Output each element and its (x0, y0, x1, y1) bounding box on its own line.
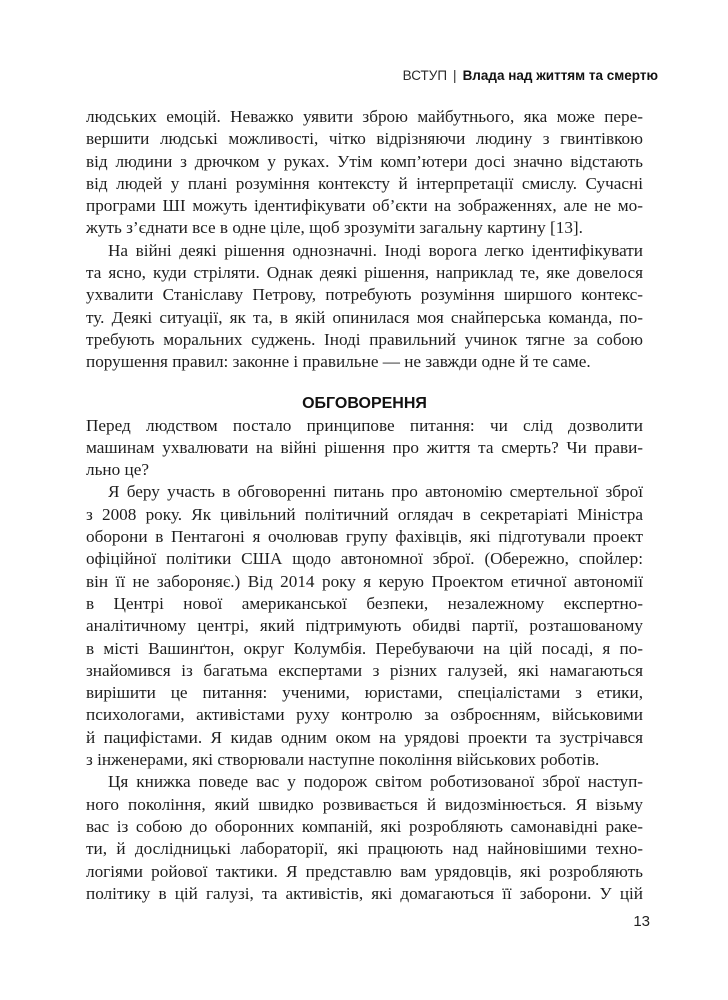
text-line: офіційної політики США щодо автономної зброї. (Обережно, спойлер: (86, 549, 643, 569)
header-section: ВСТУП (402, 68, 448, 83)
text-line: Перед людством постало принципове питання: чи слід дозволити (86, 415, 643, 435)
text-line: політику в цій галузі, та активістів, які домагаються її заборони. У цій (86, 883, 643, 903)
text-line: оборони в Пентагоні я очолював групу фахівців, які підготували проект (86, 527, 643, 547)
text-line: програми ШІ можуть ідентифікувати об’єкти на зображеннях, але не мо- (86, 196, 643, 216)
text-line: людських емоцій. Неважко уявити зброю майбутнього, яка може пере- (86, 107, 643, 126)
text-line: з інженерами, які створювали наступне покоління військових роботів. (86, 750, 600, 770)
text-line: машинам ухвалювати на війні рішення про життя та смерть? Чи прави- (86, 437, 643, 457)
text-line: ного покоління, який швидко розвивається й видозмінюється. Я візьму (86, 794, 643, 814)
text-line: Ця книжка поведе вас у подорож світом роботизованої зброї наступ- (108, 772, 643, 792)
text-line: ти, й дослідницькі лабораторії, які працюють над найновішими техно- (86, 839, 643, 859)
text-line: На війні деякі рішення однозначні. Іноді ворога легко ідентифікувати (108, 240, 643, 260)
text-line: аналітичному центрі, який підтримують обидві партії, розташованому (86, 616, 643, 636)
paragraph (86, 771, 643, 905)
text-line: в місті Вашинґтон, округ Колумбія. Перебуваючи на цій посаді, я по- (86, 638, 643, 658)
text-line: вершити людські можливості, чітко відрізняючи людину з гвинтівкою (86, 129, 643, 149)
text-line: знайомився із багатьма експертами з різних галузей, які намагаються (86, 660, 643, 680)
text-line: логіями ройової тактики. Я представлю вам урядовців, які розробляють (86, 861, 643, 881)
header-separator: | (453, 68, 457, 83)
text-line: та ясно, куди стріляти. Однак деякі рішення, наприклад те, яке довелося (86, 263, 643, 283)
paragraph (86, 240, 643, 374)
text-line: від людини з дрючком у руках. Утім комп’ютери досі значно відстають (86, 151, 643, 171)
paragraph (86, 106, 643, 240)
text-line: требують моральних суджень. Іноді правильний учинок тягне за собою (86, 329, 643, 349)
page-number: 13 (633, 913, 650, 930)
running-header (403, 68, 658, 83)
text-line: вирішити це питання: ученими, юристами, спеціалістами з етики, (86, 683, 643, 703)
text-line: з 2008 року. Як цивільний політичний оглядач в секретаріаті Міністра (86, 504, 643, 524)
page-body (86, 106, 643, 905)
paragraph (86, 415, 643, 482)
text-line: він її не забороняє.) Від 2014 року я керую Проектом етичної автономії (86, 571, 643, 591)
text-line: вас із собою до оборонних компаній, які розробляють самонавідні раке- (86, 816, 643, 836)
text-line: жуть з’єднати все в одне ціле, щоб зрозуміти загальну картину [13]. (86, 218, 583, 238)
text-line: ту. Деякі ситуації, як та, в якій опинилася моя снайперська команда, по- (86, 307, 643, 327)
header-chapter-title: Влада над життям та смертю (462, 68, 658, 83)
text-line: Я беру участь в обговоренні питань про автономію смертельної зброї (108, 482, 643, 502)
text-line: в Центрі нової американської безпеки, незалежному експертно- (86, 593, 643, 613)
text-line: льно це? (86, 460, 149, 480)
text-line: й пацифістами. Я кидав одним оком на урядові проекти та зустрічався (86, 727, 643, 747)
text-line: психологами, активістами руху контролю за озброєнням, військовими (86, 705, 643, 725)
text-line: ухвалити Станіславу Петрову, потребують розуміння ширшого контекс- (86, 285, 643, 305)
text-line: від людей у плані розуміння контексту й інтерпретації смислу. Сучасні (86, 173, 643, 193)
paragraph (86, 481, 643, 771)
section-heading: ОБГОВОРЕННЯ (302, 394, 427, 412)
text-line: порушення правил: законне і правильне — не завжди одне й те саме. (86, 352, 591, 372)
